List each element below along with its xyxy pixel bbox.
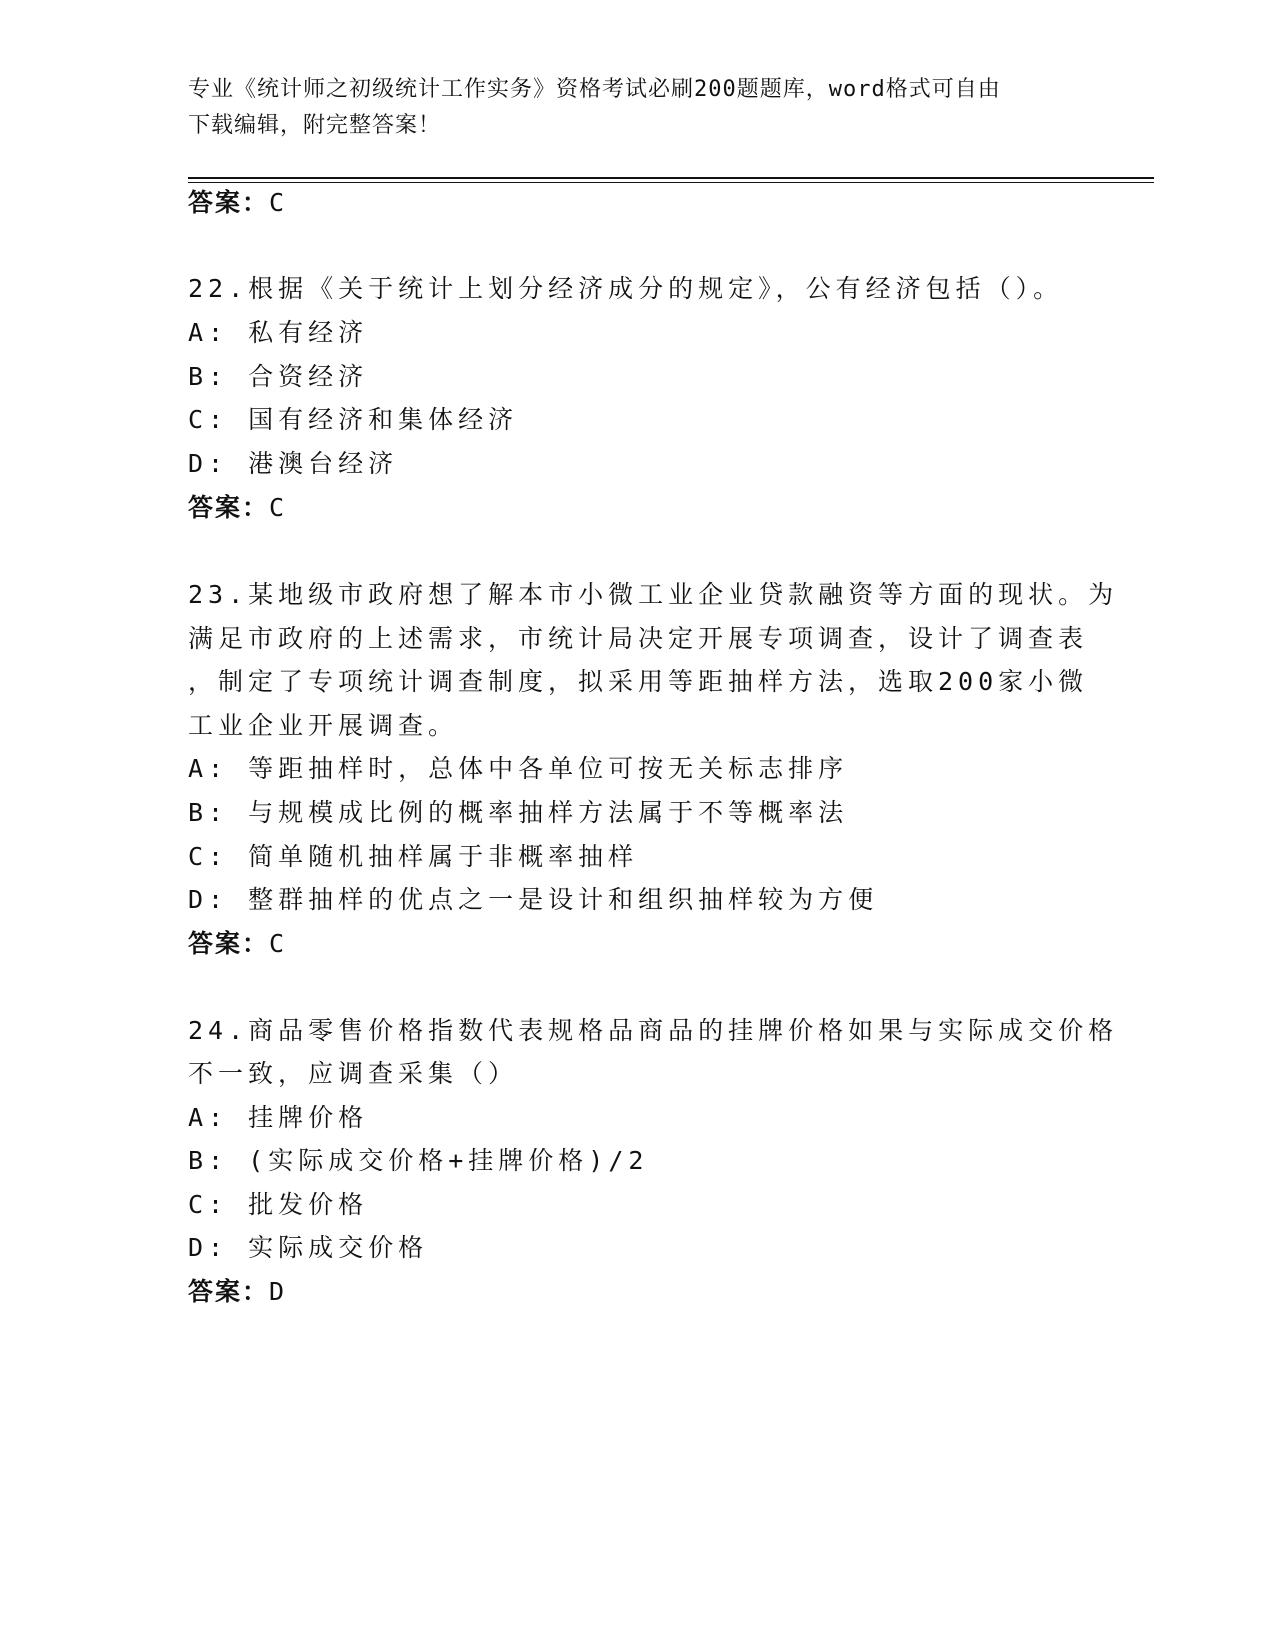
- question-23-option-d: D: 整群抽样的优点之一是设计和组织抽样较为方便: [188, 885, 879, 914]
- answer-value: C: [269, 188, 287, 217]
- header-line-1: 专业《统计师之初级统计工作实务》资格考试必刷200题题库，word格式可自由: [188, 77, 1001, 102]
- question-23-option-a: A: 等距抽样时，总体中各单位可按无关标志排序: [188, 754, 849, 783]
- question-23-stem-line-2: 满足市政府的上述需求，市统计局决定开展专项调查，设计了调查表: [188, 624, 1089, 653]
- question-23-stem-line-3: ，制定了专项统计调查制度，拟采用等距抽样方法，选取200家小微: [188, 667, 1089, 696]
- question-22-option-a: A: 私有经济: [188, 318, 369, 347]
- header-divider-thin: [188, 182, 1154, 183]
- header-divider-thick: [188, 177, 1154, 179]
- question-number: 23.: [188, 580, 249, 609]
- question-22-option-c: C: 国有经济和集体经济: [188, 405, 519, 434]
- question-22-option-b: B: 合资经济: [188, 362, 369, 391]
- answer-label: 答案：: [188, 929, 270, 958]
- answer-line-prev: [188, 188, 286, 218]
- question-number: 24.: [188, 1016, 249, 1045]
- question-number: 22.: [188, 274, 249, 303]
- header-line-2: 下载编辑，附完整答案！: [188, 113, 442, 138]
- question-24-stem-line-1: 24.商品零售价格指数代表规格品商品的挂牌价格如果与实际成交价格: [188, 1016, 1119, 1045]
- question-23-stem-line-1: 23.某地级市政府想了解本市小微工业企业贷款融资等方面的现状。为: [188, 580, 1119, 609]
- answer-value: C: [269, 493, 287, 522]
- question-24-stem-line-2: 不一致，应调查采集（）: [188, 1059, 519, 1088]
- question-23-option-c: C: 简单随机抽样属于非概率抽样: [188, 842, 639, 871]
- question-22-stem-line-1: 22.根据《关于统计上划分经济成分的规定》，公有经济包括（）。: [188, 274, 1064, 303]
- answer-label: 答案：: [188, 1277, 270, 1306]
- question-24-answer: [188, 1277, 286, 1307]
- answer-label: 答案：: [188, 188, 270, 217]
- question-23-option-b: B: 与规模成比例的概率抽样方法属于不等概率法: [188, 798, 849, 827]
- question-24-option-a: A: 挂牌价格: [188, 1103, 369, 1132]
- answer-value: D: [269, 1277, 287, 1306]
- question-24-option-c: C: 批发价格: [188, 1190, 369, 1219]
- question-23-stem-line-4: 工业企业开展调查。: [188, 711, 459, 740]
- question-24-option-d: D: 实际成交价格: [188, 1233, 429, 1262]
- question-22-option-d: D: 港澳台经济: [188, 449, 399, 478]
- question-24-option-b: B: (实际成交价格+挂牌价格)/2: [188, 1146, 649, 1175]
- answer-label: 答案：: [188, 493, 270, 522]
- question-23-answer: [188, 929, 286, 959]
- question-22-answer: [188, 493, 286, 523]
- answer-value: C: [269, 929, 287, 958]
- document-header: [188, 72, 1078, 144]
